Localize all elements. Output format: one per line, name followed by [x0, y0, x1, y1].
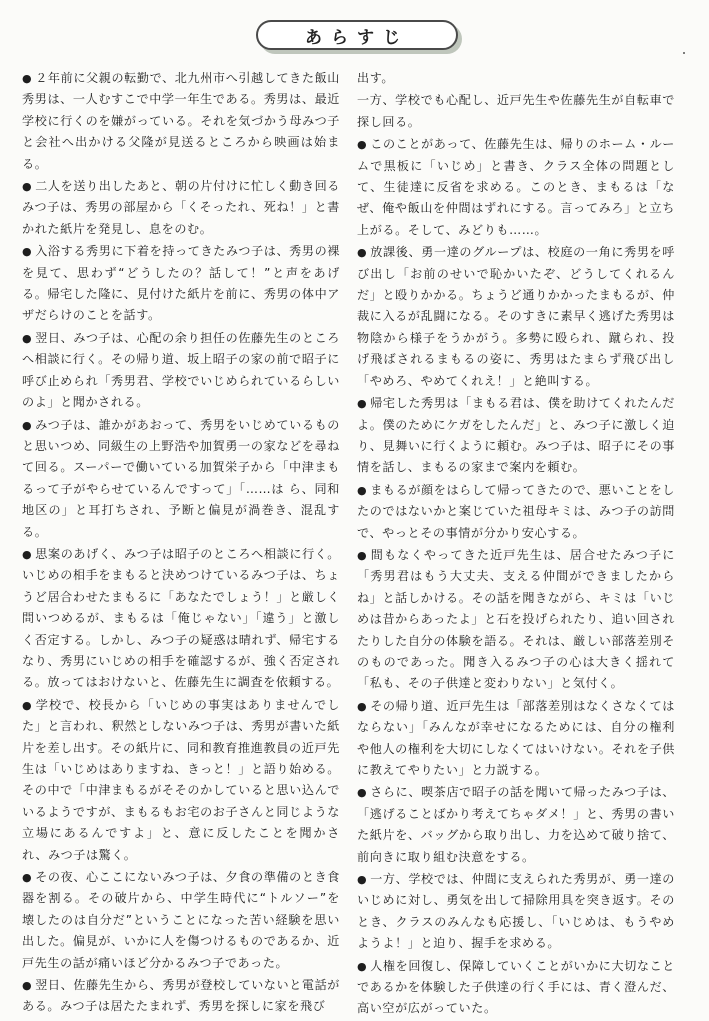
paragraph-text: 入浴する秀男に下着を持ってきたみつ子は、秀男の裸を見て、思わず“どうしたの？話して！”と声をあげる。帰宅した隆に、見付けた紙片を前に、秀男の体中アザだらけのことを話す。: [22, 244, 340, 323]
bullet-icon: ●: [357, 959, 368, 973]
paragraph: [357, 393, 675, 479]
page-title: あらすじ: [256, 20, 458, 50]
paragraph: [22, 68, 340, 175]
bullet-icon: ●: [22, 418, 33, 432]
bullet-icon: ●: [22, 871, 33, 885]
paragraph: [22, 695, 340, 866]
bullet-icon: ●: [22, 331, 33, 345]
paragraph: [357, 242, 675, 392]
paragraph-text: 翌日、佐藤先生から、秀男が登校していないと電話がある。みつ子は居たたまれず、秀男を探しに家を飛び: [22, 978, 341, 1014]
paragraph: [357, 696, 675, 782]
paragraph-text: みつ子は、誰かがあおって、秀男をいじめているものと思いつめ、同級生の上野浩や加賀勇一の家などを尋ねて回る。スーパーで働いている加賀栄子から「中津まもるって子がやらせているんですって」「……は ら、同和地区の」と耳打ちされ、予断と偏見が渦巻き、混乱する。: [22, 417, 340, 539]
paragraph-text: ２年前に父親の転勤で、北九州市へ引越してきた飯山秀男は、一人むすこで中学一年生である。秀男は、最近学校に行くのを嫌がっている。それを気づかう母みつ子と会社へ出かける父隆が見送るところから映画は始まる。: [22, 71, 340, 171]
bullet-icon: ●: [357, 483, 368, 497]
paragraph: [357, 782, 675, 868]
right-column: [357, 68, 675, 1021]
paragraph: [357, 869, 675, 955]
paragraph-text: さらに、喫茶店で昭子の話を聞いて帰ったみつ子は、「逃げることばかり考えてちゃダメ！」と、秀男の書いた紙片を、バッグから取り出し、力を込めて破り捨て、前向きに取り組む決意をする。: [357, 785, 675, 864]
paragraph-text: 間もなくやってきた近戸先生は、居合せたみつ子に「秀男君はもう大丈夫、支える仲間ができましたからね」と話しかける。その話を聞きながら、キミは「いじめは昔からあったよ」と石を投げられたり、追い回されたりした自分の体験を語る。それは、厳しい部落差別そのものであった。聞き入るみつ子の心は大きく揺れて「私も、その子供達と変わりない」と気付く。: [357, 547, 676, 691]
paragraph-text: 一方、学校でも心配し、近戸先生や佐藤先生が自転車で探し回る。: [357, 93, 675, 129]
paragraph: [22, 415, 340, 543]
paragraph: [22, 328, 340, 414]
paragraph-text: 思案のあげく、みつ子は昭子のところへ相談に行く。いじめの相手をまもると決めつけているみつ子は、ちょうど居合わせたまもるに「あなたでしょう！」と厳しく問いつめるが、まもるは「俺じゃない」「違う」と激しく否定する。しかし、みつ子の疑惑は晴れず、帰宅するなり、秀男にいじめの相手を確認するが、強く否定される。放ってはおけないと、佐藤先生に調査を依頼する。: [22, 546, 340, 690]
paragraph: [357, 90, 675, 133]
speck: [683, 52, 685, 54]
paragraph: [357, 545, 675, 695]
bullet-icon: ●: [22, 72, 33, 85]
paragraph-text: その帰り道、近戸先生は「部落差別はなくさなくてはならない」「みんなが幸せになるためには、自分の権利や他人の権利を大切にしなくてはいけない。それを子供に教えてやりたい」と力説する。: [357, 698, 676, 777]
paragraph: [22, 176, 340, 240]
paragraph: [22, 867, 340, 974]
title-badge: [256, 20, 458, 50]
paragraph: [357, 68, 675, 89]
bullet-icon: ●: [22, 698, 33, 712]
bullet-icon: ●: [357, 397, 368, 411]
paragraph-text: 人権を回復し、保障していくことがいかに大切なことであるかを体験した子供達の行く手には、青く澄んだ、高い空が広がっていた。: [357, 958, 676, 1016]
bullet-icon: ●: [22, 180, 33, 194]
bullet-icon: ●: [22, 979, 33, 993]
bullet-icon: ●: [357, 699, 368, 713]
bullet-icon: ●: [357, 786, 368, 800]
paragraph-text: 放課後、勇一達のグループは、校庭の一角に秀男を呼び出し「お前のせいで恥かいたぞ、どうしてくれるんだ」と殴りかかる。ちょうど通りかかったまもるが、仲裁に入るが乱闘になる。そのすきに素早く逃げた秀男は物陰から様子をうかがう。多勢に殴られ、蹴られ、投げ飛ばされるまもるの姿に、秀男はたまらず飛び出し「やめろ、やめてくれえ！」と絶叫する。: [357, 245, 675, 388]
paragraph-text: 翌日、みつ子は、心配の余り担任の佐藤先生のところへ相談に行く。その帰り道、坂上昭子の家の前で昭子に呼び止められ「秀男君、学校でいじめられているらしいのよ」と聞かされる。: [22, 330, 340, 410]
paragraph-text: 出す。: [357, 71, 395, 85]
paragraph: [22, 241, 340, 327]
paragraph-text: 学校で、校長から「いじめの事実はありませんでした」と言われ、釈然としないみつ子は、秀男が書いた紙片を差し出す。その紙片に、同和教育推進教員の近戸先生は「いじめはありますね、きっと！」と語り始める。その中で「中津まもるがそそのかしていると思い込んでいるようですが、まもるもお宅のお子さんと同じような立場にあるんですよ」と、意に反したことを聞かされ、みつ子は驚く。: [22, 697, 341, 862]
left-column: [22, 68, 340, 1019]
paragraph-text: 一方、学校では、仲間に支えられた秀男が、勇一達のいじめに対し、勇気を出して掃除用具を突き返す。そのとき、クラスのみんなも応援し、「いじめは、もうやめようよ！」と迫り、握手を求める。: [357, 872, 676, 951]
paragraph: [22, 544, 340, 694]
paragraph-text: 帰宅した秀男は「まもる君は、僕を助けてくれたんだよ。僕のためにケガをしたんだ」と、みつ子に激しく迫り、見舞いに行くように頼む。みつ子は、昭子にその事情を話し、まもるの家まで案内を頼む。: [357, 396, 676, 475]
paragraph: [22, 975, 340, 1018]
bullet-icon: ●: [22, 547, 33, 561]
paragraph-text: その夜、心ここにないみつ子は、夕食の準備のとき食器を割る。その破片から、中学生時代に“トルソー”を壊したのは自分だ”ということになった苦い経験を思い出した。偏見が、いかに人を傷つけるものであるか、近戸先生の話が痛いほど分かるみつ子であった。: [22, 870, 340, 970]
bullet-icon: ●: [357, 548, 368, 562]
bullet-icon: ●: [357, 138, 368, 152]
paragraph-text: このことがあって、佐藤先生は、帰りのホーム・ルームで黒板に「いじめ」と書き、クラス全体の問題として、生徒達に反省を求める。このとき、まもるは「なぜ、俺や飯山を仲間はずれにする。言ってみろ」と立ち上がる。そして、みどりも……。: [357, 137, 676, 237]
bullet-icon: ●: [357, 246, 368, 260]
paragraph-text: まもるが顔をはらして帰ってきたので、悪いことをしたのではないかと案じていた祖母キミは、みつ子の訪問で、やっとその事情が分かり安心する。: [357, 482, 675, 540]
bullet-icon: ●: [22, 245, 33, 259]
paragraph: [357, 480, 675, 544]
bullet-icon: ●: [357, 873, 368, 887]
paragraph: [357, 134, 675, 241]
paragraph-text: 二人を送り出したあと、朝の片付けに忙しく動き回るみつ子は、秀男の部屋から「くそったれ、死ね！」と書かれた紙片を発見し、息をのむ。: [22, 179, 341, 236]
paragraph: [357, 956, 675, 1020]
